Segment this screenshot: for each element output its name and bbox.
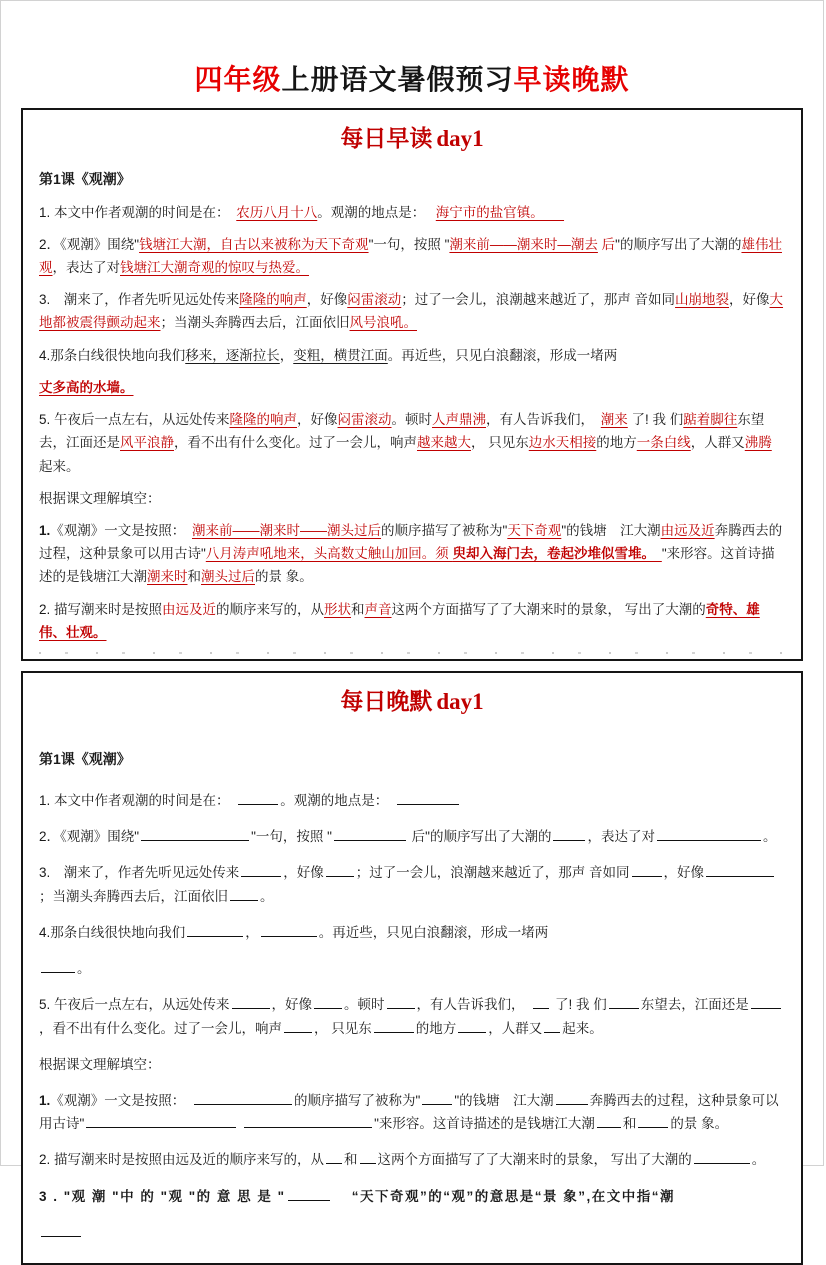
fill-in-blank[interactable] <box>533 995 549 1009</box>
lesson-title <box>39 167 785 191</box>
text-run: ，有人告诉我们， <box>486 412 601 428</box>
item-3 <box>39 861 785 907</box>
fill-in-blank[interactable] <box>261 923 317 937</box>
text-run: ，好像 <box>297 412 338 428</box>
evening-section-header <box>39 687 785 717</box>
page-title-suffix: 早读晚默 <box>513 64 630 95</box>
text-run: 臾却入海门去，卷起沙堆似雪堆。 <box>452 546 662 562</box>
page-title-middle: 上册语文暑假预习 <box>281 64 514 95</box>
text-run: 5. 午夜后一点左右，从远处传来 <box>39 997 230 1013</box>
fill-in-blank[interactable] <box>41 959 75 973</box>
text-run: 农历八月十八 <box>236 204 318 220</box>
text-run: 山崩地裂 <box>675 292 730 308</box>
text-run: 的顺序描写了被称为" <box>381 522 508 538</box>
morning-header-cn: 每日早读 <box>340 124 433 151</box>
item-1 <box>39 789 785 812</box>
fill-3 <box>39 1185 785 1208</box>
text-run: ，好像 <box>306 292 348 308</box>
fill-in-blank[interactable] <box>326 863 354 877</box>
text-run: 奔腾西去的过程，这种景象可以用古诗" <box>39 522 783 562</box>
text-run: 。再近些，只见白浪翻滚，形成一堵两 <box>387 347 618 363</box>
text-run: ，看不出有什么变化。过了一会儿，响声 <box>39 1020 282 1036</box>
text-run: 3. 潮来了，作者先听见远处传来 <box>39 865 240 881</box>
text-run: "的钱塘 江大潮 <box>561 522 661 538</box>
text-run: 由远及近 <box>660 522 715 538</box>
fill-in-blank[interactable] <box>597 1114 621 1128</box>
text-run: ，人群又 <box>488 1020 543 1036</box>
fill-1 <box>39 519 785 589</box>
text-run: 东望去，江面还是 <box>640 997 749 1013</box>
text-run: 《观潮》一文是按照： <box>50 1093 193 1108</box>
text-run: 2. 描写潮来时是按照由远及近的顺序来写的，从 <box>39 1152 325 1168</box>
text-run: 风号浪吼。 <box>349 315 417 331</box>
text-run: 潮来 <box>600 412 628 428</box>
text-run: 声音 <box>364 601 392 617</box>
morning-content <box>39 167 785 644</box>
text-run: 丈多高的水墙。 <box>39 379 134 395</box>
item-2 <box>39 233 785 279</box>
text-run: 第1课《观潮》 <box>39 171 131 188</box>
text-run <box>238 1116 242 1131</box>
text-run: 变粗，横贯江面 <box>293 347 388 363</box>
text-run: ，好像 <box>663 865 705 881</box>
text-run: 5. 午夜后一点左右，从远处传来 <box>39 412 230 428</box>
text-run: 隆隆的响声 <box>229 412 298 428</box>
text-run: ， 只见东 <box>471 435 529 451</box>
text-run: 边水天相接 <box>528 435 597 451</box>
text-run: 移来，逐渐拉长 <box>185 347 280 363</box>
text-run: 。再近些，只见白浪翻滚，形成一堵两 <box>318 924 549 940</box>
text-run: 后"的顺序写出了大潮的 <box>407 829 552 845</box>
item-4 <box>39 921 785 944</box>
fill-in-blank[interactable] <box>238 791 278 805</box>
text-run: “天下奇观”的“观”的意思是“景 象”,在文中指“潮 <box>331 1188 676 1204</box>
text-run: ， <box>245 924 259 940</box>
text-run: ，表达了对 <box>52 260 120 275</box>
fill-2 <box>39 1148 785 1171</box>
fill-in-blank[interactable] <box>544 1018 560 1032</box>
fill-in-blank[interactable] <box>609 995 639 1009</box>
fill-in-blank[interactable] <box>374 1018 414 1032</box>
morning-section-header <box>39 124 785 154</box>
text-run: 起来。 <box>562 1020 603 1036</box>
evening-header-day: day1 <box>436 689 484 715</box>
fill-in-blank[interactable] <box>556 1091 588 1105</box>
text-run: "来形容。这首诗描述的是钱塘江大潮 <box>374 1116 595 1132</box>
evening-dictation-section <box>21 671 803 1265</box>
text-run: ，有人告诉我们， <box>416 997 532 1013</box>
item-5 <box>39 993 785 1039</box>
text-run: 这两个方面描写了了大潮来时的景象， 写出了大潮的 <box>377 1152 692 1168</box>
text-run: 1. <box>39 522 51 538</box>
page-title-grade: 四年级 <box>194 64 282 95</box>
text-run: 3 . "观 潮 "中 的 "观 "的 意 思 是 " <box>39 1188 286 1204</box>
text-run: 和 <box>351 601 365 617</box>
text-run: 潮头过后 <box>201 569 255 585</box>
fill-prompt <box>39 487 785 510</box>
fill-in-blank[interactable] <box>360 1150 376 1164</box>
text-run: 起来。 <box>39 458 80 474</box>
item-1 <box>39 201 785 224</box>
fill-in-blank[interactable] <box>397 791 459 805</box>
text-run: "一句，按照 " <box>251 829 332 845</box>
text-run: 一条白线 <box>636 435 691 451</box>
text-run: 风平浪静 <box>120 435 174 451</box>
fill-in-blank[interactable] <box>553 827 585 841</box>
text-run: 。观潮的地点是： <box>317 204 436 220</box>
fill-in-blank[interactable] <box>387 995 415 1009</box>
text-run: "一句，按照 " <box>368 236 450 252</box>
fill-in-blank[interactable] <box>86 1114 236 1128</box>
text-run: ，看不出有什么变化。过了一会儿，响声 <box>174 435 417 451</box>
text-run: 的地方 <box>596 435 637 451</box>
text-run: 隆隆的响声 <box>239 292 307 308</box>
text-run: 的地方 <box>415 1020 457 1036</box>
text-run: 1. 本文中作者观潮的时间是在： <box>39 204 237 220</box>
page-title <box>1 63 823 97</box>
fill-in-blank[interactable] <box>657 827 761 841</box>
clipped-text-remnant <box>39 652 785 654</box>
text-run: 形状 <box>324 601 352 617</box>
text-run: ；过了一会儿，浪潮越来越近了，那声 音如同 <box>355 865 630 881</box>
text-run: 大地都被震得颤动起来 <box>39 292 784 331</box>
fill-in-blank[interactable] <box>638 1114 668 1128</box>
text-run: 潮来时 <box>147 569 188 585</box>
text-run: 人声鼎沸 <box>432 412 487 428</box>
text-run: 。 <box>260 888 274 904</box>
fill-in-blank[interactable] <box>694 1150 750 1164</box>
text-run: ；当潮头奔腾西去后，江面依旧 <box>39 888 228 904</box>
evening-content <box>39 747 785 1244</box>
fill-in-blank[interactable] <box>314 995 342 1009</box>
fill-3-cont <box>39 1221 785 1244</box>
text-run: 海宁市的盐官镇。 <box>435 204 565 220</box>
text-run: ，好像 <box>271 997 313 1013</box>
text-run: 闷雷滚动 <box>347 292 402 308</box>
text-run: ；过了一会儿，浪潮越来越近了，那声 音如同 <box>401 292 676 308</box>
text-run: 1. 本文中作者观潮的时间是在： <box>39 793 237 809</box>
text-run: 。 <box>77 961 91 977</box>
fill-in-blank[interactable] <box>422 1091 452 1105</box>
text-run: 的顺序来写的，从 <box>216 601 325 617</box>
morning-header-day: day1 <box>436 125 484 151</box>
fill-in-blank[interactable] <box>232 995 270 1009</box>
fill-in-blank[interactable] <box>632 863 662 877</box>
text-run: 潮来前——潮来时——潮头过后 <box>192 522 382 538</box>
text-run: 了! 我 们 <box>627 412 684 428</box>
text-run: "的钱塘 江大潮 <box>454 1093 554 1108</box>
text-run: 。 <box>751 1152 766 1168</box>
text-run: 奇特、雄伟、壮观。 <box>39 601 760 640</box>
text-run: 2. 描写潮来时是按照 <box>39 601 163 617</box>
text-run: 1. <box>39 1093 51 1108</box>
text-run: 后 <box>597 236 616 252</box>
text-run: 。观潮的地点是： <box>280 793 396 809</box>
text-run: 2．《观潮》围绕" <box>39 829 140 845</box>
fill-in-blank[interactable] <box>706 863 774 877</box>
item-4-cont <box>39 376 785 399</box>
fill-in-blank[interactable] <box>334 827 406 841</box>
text-run: 3. 潮来了，作者先听见远处传来 <box>39 292 240 308</box>
text-run: 第1课《观潮》 <box>39 750 131 767</box>
fill-in-blank[interactable] <box>288 1186 330 1200</box>
evening-header-cn: 每日晚默 <box>340 688 433 715</box>
text-run: 和 <box>187 569 201 585</box>
text-run: 雄伟壮观 <box>39 236 782 275</box>
text-run: 。顿时 <box>344 997 385 1013</box>
text-run: "来形容。这首诗描述的是钱塘江大潮 <box>39 546 775 585</box>
text-run: 了! 我 们 <box>551 997 607 1013</box>
text-run: 钱塘江大潮奇观的惊叹与热爱。 <box>120 260 309 275</box>
text-run: 这两个方面描写了了大潮来时的景象， 写出了大潮的 <box>391 601 706 617</box>
text-run: 奔腾西去的过程，这种景象可以用古诗" <box>39 1093 779 1132</box>
text-run: 4.那条白线很快地向我们 <box>39 924 186 940</box>
text-run: 由远及近 <box>162 601 217 617</box>
fill-in-blank[interactable] <box>284 1018 312 1032</box>
text-run: 根据课文理解填空： <box>39 490 161 506</box>
fill-in-blank[interactable] <box>326 1150 342 1164</box>
text-run: 《观潮》一文是按照： <box>50 522 193 538</box>
fill-in-blank[interactable] <box>230 887 258 901</box>
fill-2 <box>39 598 785 644</box>
item-4-cont <box>39 957 785 980</box>
fill-in-blank[interactable] <box>244 1114 372 1128</box>
text-run: 天下奇观 <box>507 522 562 538</box>
text-run: ，好像 <box>729 292 770 308</box>
text-run: 踮着脚往 <box>683 412 738 428</box>
text-run: 钱塘江大潮，自古以来被称为天下奇观 <box>139 236 369 252</box>
fill-in-blank[interactable] <box>41 1223 81 1237</box>
text-run: 的景 象。 <box>255 569 313 585</box>
lesson-title <box>39 747 785 771</box>
text-run: 和 <box>344 1152 358 1168</box>
text-run: ，好像 <box>283 865 324 881</box>
text-run: ， 只见东 <box>314 1020 372 1036</box>
text-run: 沸腾 <box>744 435 772 451</box>
morning-reading-section <box>21 108 803 661</box>
text-run: "的顺序写出了大潮的 <box>615 236 742 252</box>
fill-in-blank[interactable] <box>241 863 281 877</box>
item-2 <box>39 825 785 848</box>
text-run: 东望去，江面还是 <box>39 412 765 451</box>
text-run: 的顺序描写了被称为" <box>294 1093 421 1108</box>
fill-in-blank[interactable] <box>751 995 781 1009</box>
text-run: 。顿时 <box>391 412 433 428</box>
fill-in-blank[interactable] <box>194 1091 292 1105</box>
item-4 <box>39 344 785 367</box>
fill-prompt <box>39 1053 785 1076</box>
text-run: ；当潮头奔腾西去后，江面依旧 <box>160 315 350 331</box>
text-run: ，人群又 <box>690 435 745 451</box>
text-run: 越来越大 <box>417 435 471 451</box>
fill-in-blank[interactable] <box>187 923 243 937</box>
fill-in-blank[interactable] <box>141 827 249 841</box>
fill-1 <box>39 1089 785 1135</box>
text-run: ， <box>279 347 294 363</box>
text-run: 八月涛声吼地来，头高数丈触山加回。须 <box>205 546 453 562</box>
text-run: 潮来前——潮来时—潮去 <box>449 236 598 252</box>
item-5 <box>39 408 785 478</box>
text-run: ，表达了对 <box>587 829 655 845</box>
text-run: 的景 象。 <box>670 1116 729 1132</box>
fill-in-blank[interactable] <box>458 1018 486 1032</box>
text-run: 和 <box>622 1116 637 1132</box>
text-run: 4.那条白线很快地向我们 <box>39 347 186 363</box>
text-run: 。 <box>762 829 777 845</box>
item-3 <box>39 288 785 334</box>
text-run: 根据课文理解填空： <box>39 1056 161 1072</box>
text-run: 2．《观潮》围绕" <box>39 236 140 252</box>
text-run: 闷雷滚动 <box>337 412 392 428</box>
